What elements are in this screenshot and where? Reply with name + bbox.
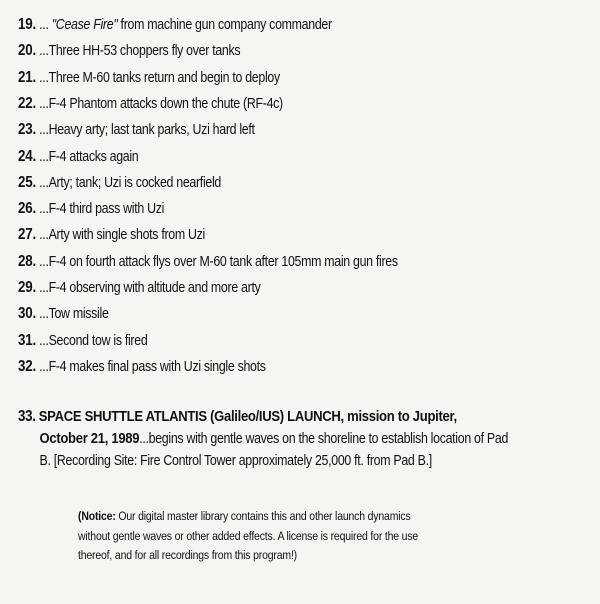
notice-line-3: thereof, and for all recordings from this program!)	[78, 548, 298, 562]
track-number: 22.	[18, 94, 37, 112]
track-item	[18, 198, 164, 220]
track-emphasis: "Cease Fire"	[51, 17, 118, 33]
notice-line-2: without gentle waves or other added effects. A license is required for the use	[78, 528, 419, 543]
track-number: 25.	[18, 173, 37, 191]
track-number: 23.	[18, 121, 37, 139]
track-number: 21.	[18, 68, 37, 86]
track-description: ...F-4 third pass with Uzi	[39, 201, 165, 218]
track-item	[18, 172, 221, 194]
track-33-description: ...begins with gentle waves on the shoreline to establish location of Pad	[139, 431, 509, 447]
track-33-recording-site: B. [Recording Site: Fire Control Tower approximately 25,000 ft. from Pad B.]	[39, 453, 432, 469]
track-description: ...F-4 attacks again	[39, 148, 139, 165]
track-item	[18, 119, 255, 141]
track-number: 24.	[18, 147, 37, 165]
track-item	[18, 14, 332, 36]
track-number: 28.	[18, 252, 37, 270]
track-number: 33.	[18, 408, 36, 425]
track-item	[18, 40, 240, 62]
track-number: 32.	[18, 357, 37, 375]
track-number: 26.	[18, 200, 37, 218]
track-33-line-1	[18, 406, 586, 428]
track-description: ...F-4 Phantom attacks down the chute (RF-4c)	[39, 95, 283, 112]
notice-paragraph	[78, 507, 482, 566]
track-item	[18, 251, 398, 273]
track-description: ...Heavy arty; last tank parks, Uzi hard left	[39, 122, 255, 139]
track-prefix: ...	[39, 17, 52, 33]
track-number: 20.	[18, 42, 37, 60]
track-item	[18, 93, 283, 115]
track-item	[18, 224, 205, 246]
track-description: from machine gun company commander	[117, 17, 332, 33]
track-description: ...F-4 on fourth attack flys over M-60 tank after 105mm main gun fires	[39, 253, 398, 270]
track-item	[18, 330, 147, 352]
track-description: ...F-4 makes final pass with Uzi single shots	[39, 358, 266, 375]
notice-label: (Notice:	[78, 509, 116, 523]
track-description: ...Arty; tank; Uzi is cocked nearfield	[39, 174, 222, 191]
track-description: ...Second tow is fired	[39, 332, 148, 349]
track-33-date: October 21, 1989	[39, 430, 140, 447]
track-description: ...Tow missile	[39, 306, 109, 323]
track-description: ...Three M-60 tanks return and begin to deploy	[39, 69, 280, 86]
track-33-line-3	[18, 450, 586, 472]
track-description: ...Arty with single shots from Uzi	[39, 227, 205, 244]
notice-line-1	[78, 507, 482, 527]
track-item	[18, 146, 138, 168]
track-33-entry	[18, 406, 586, 472]
track-item	[18, 277, 260, 299]
track-33-line-2	[18, 428, 586, 450]
track-item	[18, 67, 280, 89]
track-item	[18, 303, 109, 325]
track-number: 31.	[18, 331, 37, 349]
track-number: 30.	[18, 305, 37, 323]
track-description: ...F-4 observing with altitude and more arty	[39, 280, 261, 296]
track-number: 19.	[18, 16, 37, 33]
track-description: ...Three HH-53 choppers fly over tanks	[39, 43, 241, 60]
notice-text-1: Our digital master library contains this and other launch dynamics	[115, 509, 411, 523]
track-number: 27.	[18, 226, 37, 244]
track-item	[18, 356, 266, 378]
track-number: 29.	[18, 279, 37, 296]
track-33-heading: SPACE SHUTTLE ATLANTIS (Galileo/IUS) LAUNCH, mission to Jupiter,	[38, 408, 457, 425]
